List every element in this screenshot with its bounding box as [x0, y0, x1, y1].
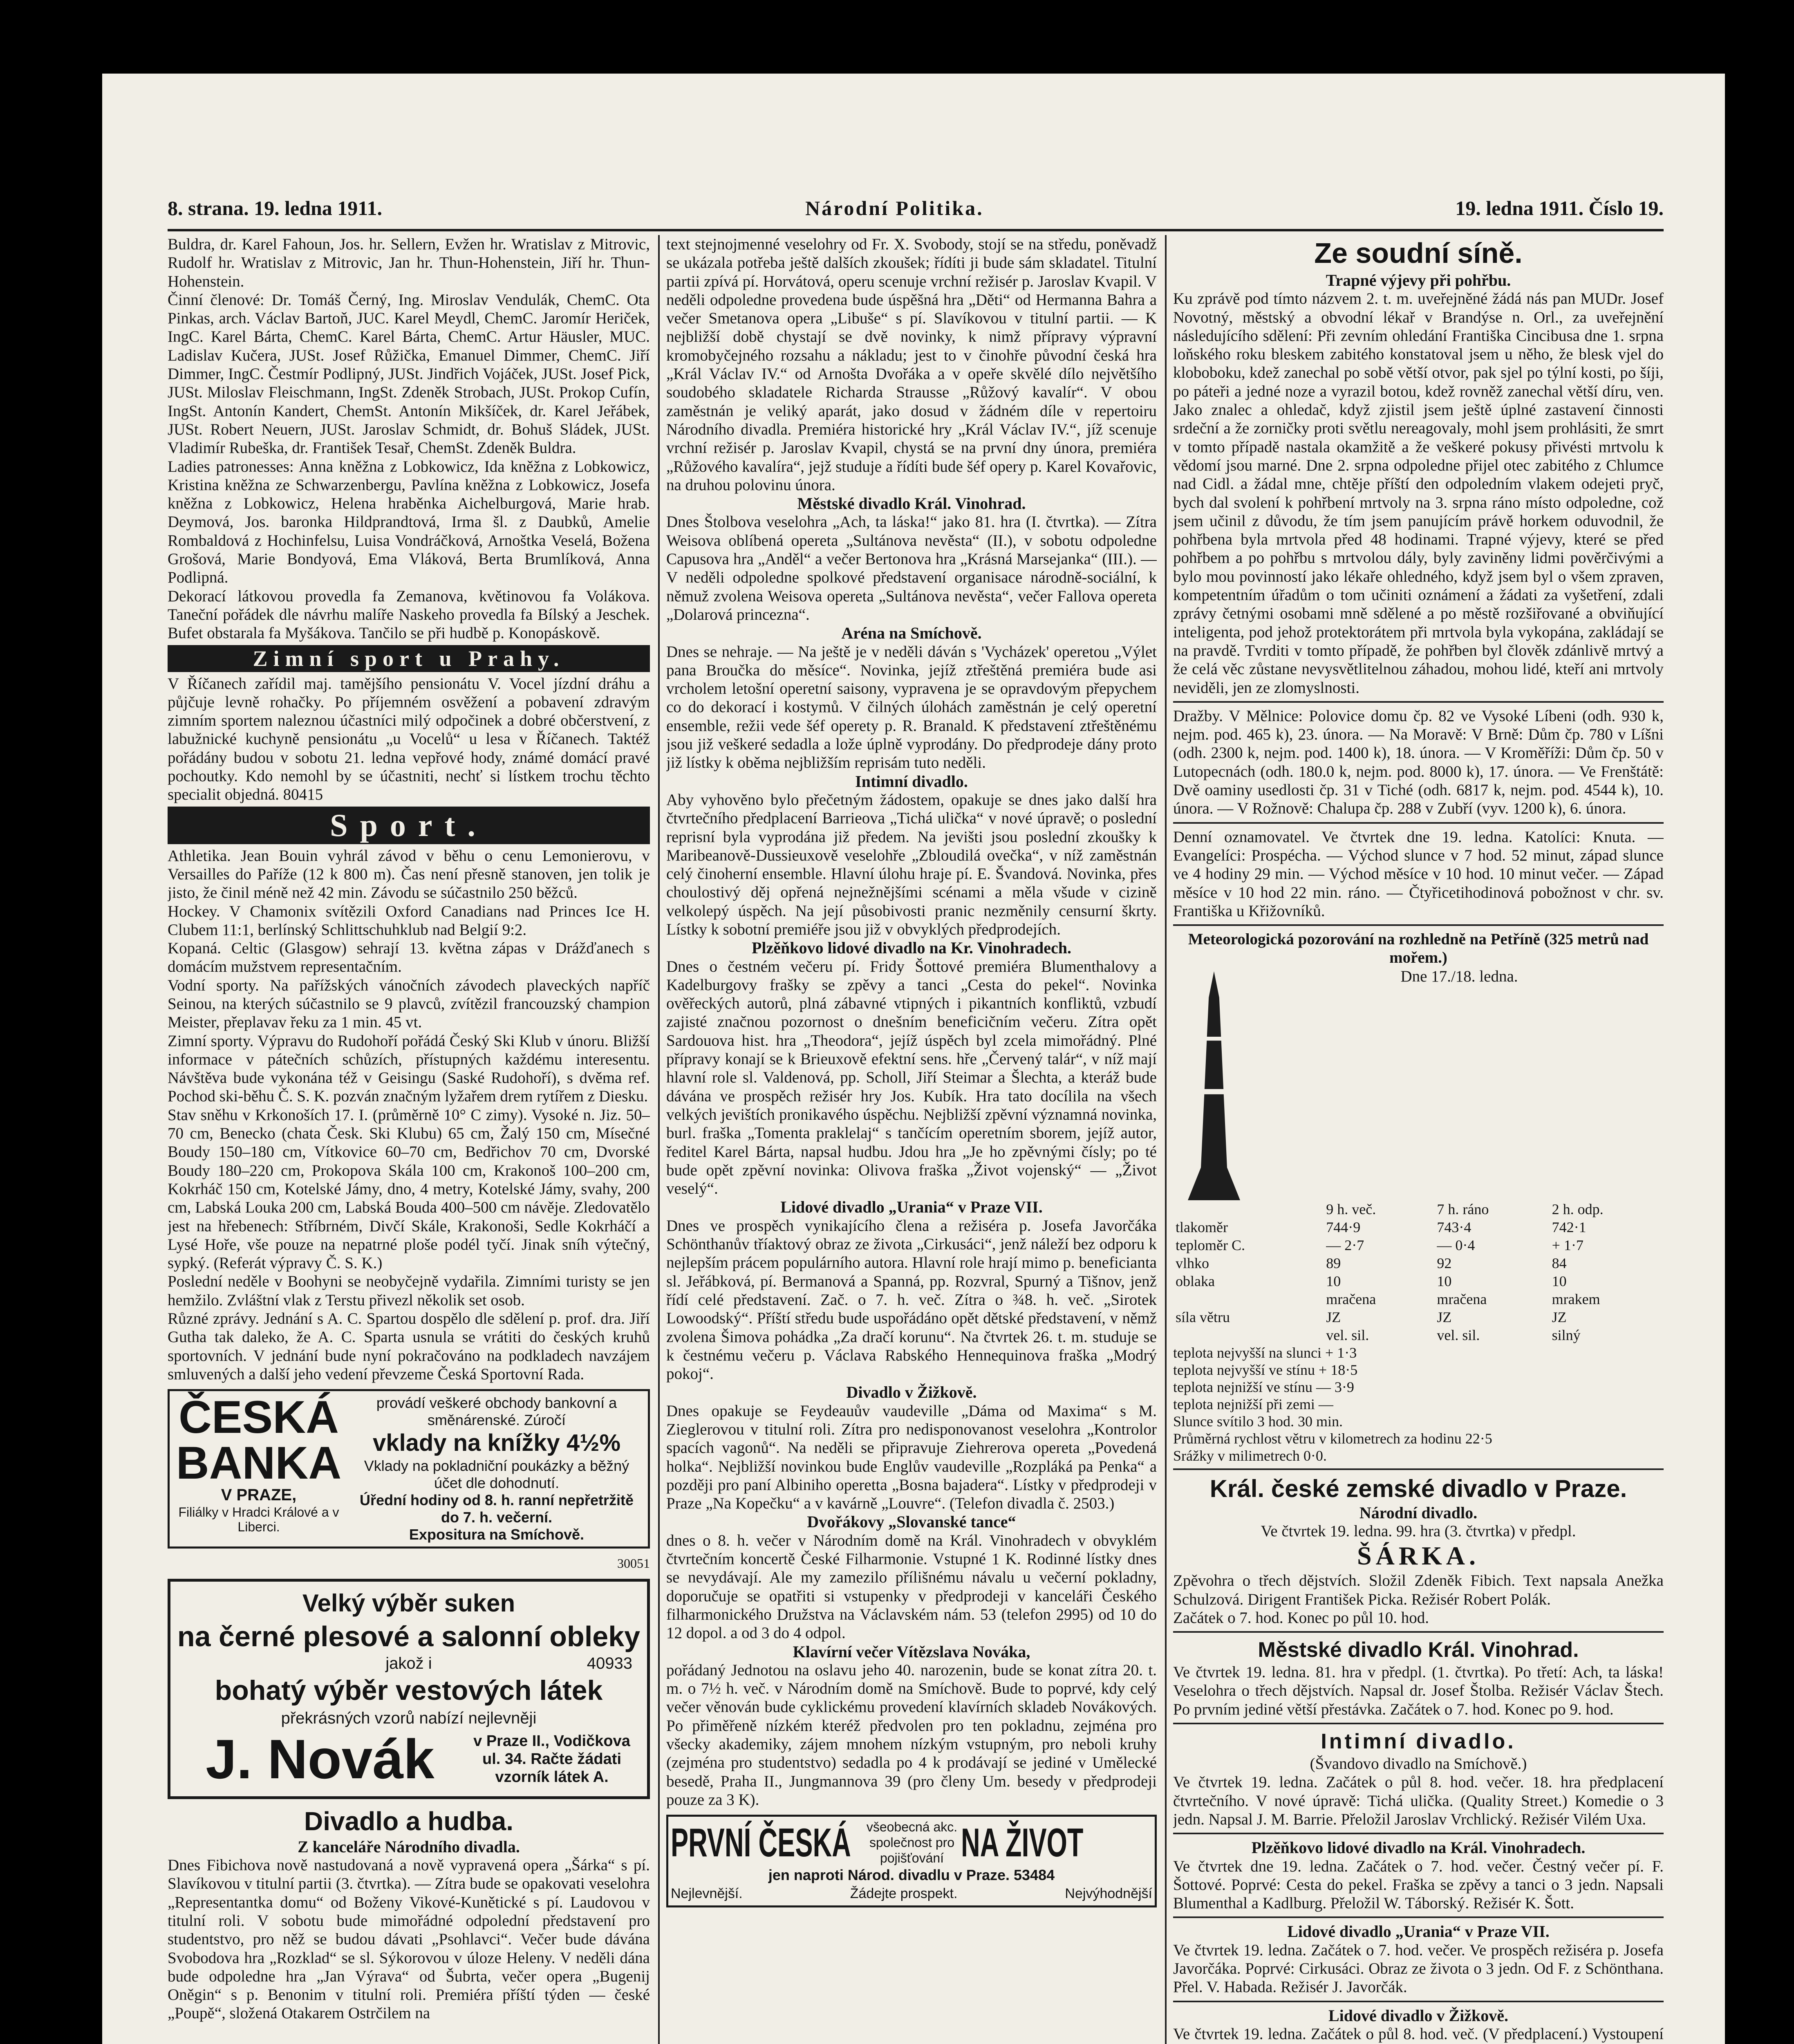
program-text: Ve čtvrtek 19. ledna. Začátek o půl 8. hod. več. (V předplacení.) Vystoupení	[1173, 2025, 1664, 2043]
ad-footer	[177, 1728, 641, 1790]
article-text: dnes o 8. h. večer v Národním domě na Král. Vinohradech v obvyklém čtvrtečním koncertě České Filharmonie. Vstupné 1 K. Rodinné lístky dnes se nevydávají. Ale my zamezilo přílišnému návalu u večerní pokladny, doporučuje se opatřiti si vstupenky v předprodeji v kanceláři Českého filharmonického Družstva na Václavském nám. 53 (telefon 2995) od 10 do 12 dopol. a od 3 do 4 odpol.	[666, 1531, 1157, 1642]
ad-text: Žádejte prospekt.	[850, 1885, 958, 1901]
ad-address: jen naproti Národ. divadlu v Praze.	[768, 1867, 1010, 1884]
theatre-heading: Městské divadlo Král. Vinohrad.	[1258, 1638, 1579, 1662]
bank-name: ČESKÁ	[178, 1392, 339, 1443]
insurance-name: PRVNÍ ČESKÁ	[671, 1820, 851, 1865]
weather-report	[1173, 967, 1664, 1464]
weather-line: teplota nejnižší ve stínu — 3·9	[1173, 1378, 1354, 1395]
section-heading: Divadlo a hudba.	[304, 1806, 514, 1836]
article-text: pořádaný Jednotou na oslavu jeho 40. narozenin, bude se konat zítra 20. t. m. o 7½ h. več. v Národním domě na Smíchově. Bude to poprvé, kdy celý večer věnován bude cyklickému provedení klavírních skladeb Novákových. Po přiměřeně nízkém kteréž předvolen pro ten pokladnu, zejména pro všecky akademiky, zájem mnohem nízkým vstupným, pro neboli kruhy (zejména pro studentstvo) sedadla po 4 k prodávají se jediné v Umělecké besedě, Praha II., Jungmannova 39 (pro členy Um. besedy v předprodeji pouze za 3 K).	[666, 1661, 1157, 1809]
bank-name: BANKA	[176, 1437, 342, 1489]
ad-number: 53484	[1014, 1867, 1055, 1884]
column-divider	[658, 235, 660, 2044]
newspaper-page	[102, 74, 1725, 2044]
ad-text	[671, 1866, 1152, 1884]
program-title: ŠÁRKA.	[1357, 1541, 1480, 1571]
weather-line: Srážky v milimetrech 0·0.	[1173, 1447, 1327, 1464]
subheading: Divadlo v Žižkově.	[846, 1383, 977, 1402]
weather-date: Dne 17./18. ledna.	[1400, 967, 1518, 985]
separator	[1173, 1723, 1664, 1724]
weather-row	[1173, 1326, 1664, 1344]
weather-title: Meteorologická pozorování na rozhledně na Petříně (325 metrů nad mořem.)	[1188, 930, 1649, 967]
weather-row	[1173, 1218, 1664, 1236]
weather-line: Slunce svítilo 3 hod. 30 min.	[1173, 1413, 1343, 1430]
separator	[1173, 1833, 1664, 1834]
ad-number: 40933	[587, 1654, 632, 1672]
weather-value: mrakem	[1552, 1291, 1600, 1307]
weather-value: — 0·4	[1437, 1237, 1475, 1253]
weather-row	[1173, 1236, 1664, 1254]
weather-value: 744·9	[1326, 1219, 1361, 1235]
subheading: Dvořákovy „Slovanské tance“	[807, 1513, 1016, 1531]
ad-headline: bohatý výběr vestových látek	[215, 1674, 603, 1706]
weather-value: 92	[1437, 1255, 1452, 1271]
section-heading: Sport.	[168, 807, 650, 844]
weather-extra	[1173, 1344, 1664, 1464]
weather-label: tlakoměr	[1176, 1219, 1228, 1235]
ad-row	[671, 1819, 1152, 1866]
program-text: Ve čtvrtek 19. ledna. Začátek o 7. hod. večer. Ve prospěch režiséra p. Josefa Javorčáka. Poprvé: Cirkusáci. Obraz ze života o 3 jedn. Od F. z Schönthana. Přel. V. Habada. Režisér J. Javorčák.	[1173, 1941, 1664, 1996]
weather-value: 10	[1552, 1273, 1567, 1289]
weather-label: vlhko	[1176, 1255, 1209, 1271]
weather-table	[1173, 1200, 1664, 1344]
merchant-address: v Praze II., Vodičkova ul. 34. Račte žádati vzorník látek A.	[473, 1732, 630, 1786]
bank-details	[345, 1394, 645, 1543]
weather-line: teplota nejvyšší ve stínu + 18·5	[1173, 1361, 1358, 1378]
article-text: Hockey. V Chamonix svítězili Oxford Canadians nad Princes Ice H. Clubem 11:1, berlínský Schlittschuhklub nad Belgií 9:2.	[168, 902, 650, 939]
header-left: 8. strana. 19. ledna 1911.	[168, 197, 383, 220]
weather-col: 7 h. ráno	[1437, 1201, 1489, 1217]
bank-text: Vklady na pokladniční poukázky a běžný účet dle dohodnutí.	[364, 1457, 629, 1492]
ad-number: 30051	[617, 1556, 650, 1571]
ad-text: Nejvýhodnější	[1065, 1885, 1152, 1901]
theatre-heading: Lidové divadlo v Žižkově.	[1328, 2006, 1509, 2025]
article-text: Dražby. V Mělnice: Polovice domu čp. 82 ve Vysoké Líbeni (odh. 930 k, nejm. pod. 465 k), 23. února. — Na Moravě: V Brně: Dům čp. 780 v Líšni (odh. 2300 k, nejm. pod. 1400 k), 18. února. — V Kroměříži: Dům čp. 50 v Lutopecnách (odh. 180.0 k, nejm. pod. 8000 k), 17. února. — Ve Frenštátě: Dvě oaminy usedlosti čp. 31 v Tiché (odh. 6817 k, nejm. pod. 4544 k), 10. února. — V Rožnově: Chalupa čp. 288 v Zubří (vyv. 1200 k), 6. února.	[1173, 707, 1664, 818]
ad-text: překrásných vzorů nabízí nejlevněji	[281, 1709, 537, 1727]
theatre-heading: Lidové divadlo „Urania“ v Praze VII.	[1287, 1922, 1550, 1941]
weather-value: JZ	[1552, 1309, 1567, 1325]
weather-value: 84	[1552, 1255, 1567, 1271]
bank-rate: vklady na knížky 4½%	[372, 1430, 621, 1457]
article-text: Stav sněhu v Krkonoších 17. I. (průměrně 10° C zimy). Vysoké n. Jiz. 50–70 cm, Benecko (chata Česk. Ski Klubu) 65 cm, Žalý 150 cm, Mísečné Boudy 150–180 cm, Vítkovice 60–70 cm, Bedřichov 70 cm, Dvorské Boudy 180–220 cm, Prokopova Skála 100 cm, Krakonoš 100–200 cm, Kokrháč 150 cm, Kotelské Jámy, dno, 4 metry, Kotelské Jámy, svahy, 200 cm, Labská Louka 200 cm, Labská Bouda 400–500 cm návěje. Zledovatělo jest na hřebenech: Stříbrném, Divčí Skále, Krakonoši, Sedle Kokrháčí a Lysé Hoře, vše pouze na nepatrné ploše podél tyčí. Jinak sníh výtečný, sypký. (Referát výpravy Č. S. K.)	[168, 1106, 650, 1272]
weather-value: JZ	[1326, 1309, 1341, 1325]
article-text: Ku zprávě pod tímto názvem 2. t. m. uveřejněné žádá nás pan MUDr. Josef Novotný, městský a obvodní lékař v Brandýse n. Orl., za uveřejnění následujícího sdělení: Při zevním ohledání Františka Cincibusa dne 1. srpna loňského roku bleskem zabitého konstatoval jsem u něho, že blesk vjel do kloboboku, kdež zanechal po sobě větší otvor, pak sjel po týlní kosti, po šíji, po páteři a jedné noze a vyrazil botou, kdež rovněž zanechal větší díru, ven. Jako znalec a ohledač, když zjistil jsem ještě úplné zastavení činnosti srdeční a že zorničky proti světlu nereagovaly, mohl jsem prohlásiti, že smrt v tomto případě nastala okamžitě a že veškeré pokusy přivésti mrtvolu k vědomí jsou marné. Dne 2. srpna odpoledne přijel otec zabitého z Chlumce nad Cidl. a žádal mne, chtěje příští den odpoledním vlakem odejeti pryč, bych dal svolení k pohřbení mrtvoly na 3. srpna ráno místo odpoledne, což jsem učinil z důvodu, že tím jsem panujícím právě horkem oduvodnil, že pohřbena byla mrtvola před 48 hodinami. Trapné výjevy, které se před pohřbem a po pohřbu s mrtvolou dály, byly zaviněny lidmi pověrčivými a bylo mou povinností jako lékaře ohledného, když jsem byl o všem zpraven, kompetentním úřadům o tom učiniti oznámení a žádati za vyšetření, zdali zprávy četnými osobami mně sdělené a po městě rozšiřované a obviňující inteligenta, pod jehož protektorátem při mrtvola byla vykopána, zakládají se na pravdě. Tvrditi v tomto případě, že pohřben byl člověk zdánlivě mrtvý a že celá věc zůstane nevysvětlitelnou záhadou, mohou lidé, kteří ani mrtvoly neviděli, jen ze zlomyslnosti.	[1173, 290, 1664, 697]
program-text: Ve čtvrtek 19. ledna. Začátek o půl 8. hod. večer. 18. hra předplacení čtvrtečního. V nové úpravě: Tichá ulička. (Quality Street.) Komedie o 3 jedn. Napsal J. M. Barrie. Přeložil Jaroslav Vrchlický. Režisér Vilém Uxa.	[1173, 1773, 1664, 1828]
weather-value: — 2·7	[1326, 1237, 1364, 1253]
theatre-heading: Intimní divadlo.	[1321, 1730, 1516, 1754]
theatre-heading: Král. české zemské divadlo v Praze.	[1209, 1475, 1627, 1502]
column-3	[1173, 235, 1664, 2044]
theatre-heading: Plzěňkovo lidové divadlo na Král. Vinohradech.	[1251, 1838, 1586, 1857]
ad-row	[671, 1885, 1152, 1903]
weather-value: 743·4	[1437, 1219, 1471, 1235]
weather-value: vel. sil.	[1326, 1327, 1369, 1343]
article-text: Dnes Fibichova nově nastudovaná a nově vypravená opera „Šárka“ s pí. Slavíkovou v titulní partii (3. čtvrtka). — Zítra bude se opakovati veselohra „Representantka domu“ od Boženy Vikové-Kunětické s pí. Laudovou v titulní roli. V sobotu bude mimořádné odpolední představení pro studentstvo, pro něž se budou dávati „Psohlavci“. Večer bude dávána Svobodova hra „Rozklad“ se sl. Sýkorovou v úloze Heleny. V neděli dána bude odpoledne hra „Jan Výrava“ od Šubrta, večer opera „Bugenij Oněgin“ s p. Benonim v titulní roli. Premiéra příští týden — české „Poupě“, složená Otakarem Ostrčilem na	[168, 1856, 650, 2022]
article-text: Dnes o čestném večeru pí. Fridy Šottové premiéra Blumenthalovy a Kadelburgovy frašky se zpěvy a tanci „Cesta do pekel“. Novinka ověřeckých autorů, plná zábavné vtipných i pikantních konfliktů, vzbudí zajisté značnou pozornost o dnešním beneficičním večeru. Zítra opět Sardouova hist. hra „Theodora“, jejíž úspěch byl zcela mimořádný. Plné přípravy konají se k Brieuxově efektní sens. hře „Červený talár“, v níž mají hlavní role sl. Valdenová, pp. Scholl, Jiří Steimar a Šlechta, a kteráž bude dávána ve prospěch režisér hry Jos. Kubík. Hra tato docílila na všech velkých jevištích pronikavého úspěchu. Nejbližší zpěvní významná novinka, burl. fraška „Tomenta praklelaj“ s tančícím operetním sborem, jejíž autor, ředitel Karel Bárta, napsal hudbu. Jdou hra „Je ho zpěvnými čísly; po té bude opět zpěvní novinka: Olivova fraška „Život vojenský“ — „Život veselý“.	[666, 957, 1157, 1198]
page-header	[168, 196, 1664, 229]
bank-city: V PRAZE,	[221, 1486, 297, 1504]
weather-col: 2 h. odp.	[1552, 1201, 1604, 1217]
weather-value: silný	[1552, 1327, 1581, 1343]
merchant-name: J. Novák	[206, 1728, 435, 1790]
article-text: Dnes Štolbova veselohra „Ach, ta láska!“ jako 81. hra (I. čtvrtka). — Zítra Weisova oblíbená opereta „Sultánova nevěsta“ (II.), v sobotu odpoledne Capusova hra „Anděl“ a večer Bertonova hra „Krásná Marsejanka“ (III.). — V neděli odpoledne spolkové představení organisace národně-sociální, k němuž zvolena Weisova opereta „Sultánova nevěsta“, večer Fallova opereta „Dolarová princezna“.	[666, 513, 1157, 623]
weather-line: teplota nejvyšší na slunci + 1·3	[1173, 1344, 1357, 1361]
weather-col: 9 h. več.	[1326, 1201, 1376, 1217]
article-text: Ladies patronesses: Anna kněžna z Lobkowicz, Ida kněžna z Lobkowicz, Kristina kněžna ze Schwarzenbergu, Pavlína kněžna z Lobkowicz, Josefa kněžna z Lobkowicz, Helena hraběnka Aichelburgová, Marie hrab. Deymová, Jos. baronka Hildprandtová, Irma šl. z Daubků, Amelie Rombaldová z Hochinfelsu, Luisa Vondráčková, Arnoštka Veselá, Božena Grošová, Marie Bondyová, Ema Vláková, Berta Brumlíková, Anna Podlipná.	[168, 457, 650, 587]
weather-value: 742·1	[1552, 1219, 1586, 1235]
article-text: Poslední neděle v Boohyni se neobyčejně vydařila. Zimními turisty se jen hemžilo. Zvláštní vlak z Terstu přivezl několik set osob.	[168, 1273, 650, 1309]
weather-value: mračena	[1326, 1291, 1376, 1307]
separator	[1173, 822, 1664, 824]
column-2	[666, 235, 1157, 2044]
bank-hours: Úřední hodiny od 8. h. ranní nepřetržitě do 7. h. večerní.	[359, 1492, 634, 1526]
header-rule	[168, 229, 1664, 231]
subheading: Intimní divadlo.	[855, 772, 968, 791]
subheading: Trapné výjevy při pohřbu.	[1326, 271, 1511, 289]
weather-value: 89	[1326, 1255, 1341, 1271]
ad-text: Velký výběr suken	[302, 1589, 515, 1617]
separator	[1173, 1468, 1664, 1470]
program-text: Zpěvohra o třech dějstvích. Složil Zdeněk Fibich. Text napsala Anežka Schulzová. Dirigent František Picka. Režisér Robert Polák.	[1173, 1572, 1664, 1608]
weather-label: teploměr C.	[1176, 1237, 1245, 1253]
ad-headline: na černé plesové a salonní obleky	[177, 1620, 641, 1652]
weather-value: JZ	[1437, 1309, 1452, 1325]
program-text: Ve čtvrtek 19. ledna. 99. hra (3. čtvrtka) v předpl.	[1261, 1522, 1576, 1540]
column-1	[168, 235, 650, 2044]
ad-text: Nejlevnější.	[671, 1885, 743, 1901]
program-text: Začátek o 7. hod. Konec po půl 10. hod.	[1173, 1609, 1429, 1627]
weather-line: teplota nejnižší při zemi —	[1173, 1396, 1333, 1412]
insurance-advertisement	[666, 1815, 1157, 1907]
subheading: Lidové divadlo „Urania“ v Praze VII.	[780, 1198, 1043, 1217]
article-text: text stejnojmenné veselohry od Fr. X. Svobody, stojí se na středu, poněvadž se ukázala potřeba ještě dalších zkoušek; řídíti ji bude sám skladatel. Titulní partii zpívá pí. Horvátová, operu scenuje vrchní režisér p. Jaroslav Kvapil. V neděli odpoledne provedena bude úspěšná hra „Děti“ od Hermanna Bahra a večer Smetanova opera „Libuše“ s pí. Slavíkovou v titulní partii. — K nejbližší době chystají se dvě novinky, k nimž přípravy výpravní kromobyčejného rozsahu a nákladu; jest to v činohře původní česká hra „Král Václav IV.“ od Arnošta Dvořáka a v opeře skvělé dílo největšího soudobého skladatele Richarda Strausse „Růžový kavalír“. V obou zaměstnán je veliký aparát, jako dosud v žádném díle v repertoiru Národního divadla. Premiéra historické hry „Král Václav IV.“, jíž scenuje vrchní režisér p. Jaroslav Kvapil, chystá se na první dny února, premiéra „Růžového kavalíra“, jejž studuje a řídíti bude šéf opery p. Karel Kovařovic, na druhou polovinu února.	[666, 235, 1157, 494]
article-text: Kopaná. Celtic (Glasgow) sehrají 13. května zápas v Drážďanech s domácím mužstvem representačním.	[168, 939, 650, 976]
insurance-name: NA ŽIVOT	[961, 1820, 1084, 1865]
weather-row	[1173, 1308, 1664, 1326]
separator	[1173, 2001, 1664, 2002]
ad-text: všeobecná akc. společnost pro pojišťování	[866, 1820, 958, 1866]
article-text: Různé zprávy. Jednání s A. C. Spartou dospělo dle sdělení p. prof. dra. Jiří Gutha tak daleko, že A. C. Sparta usnula se vrátiti do českých kruhů sportovních. V jednání bude nyní pokračováno na podkladech navzájem smluvených a další jeho vedení převzeme Česká Sportovní Rada.	[168, 1310, 650, 1383]
program-text: Ve čtvrtek 19. ledna. 81. hra v předpl. (1. čtvrtka). Po třetí: Ach, ta láska! Veselohra o třech dějstvích. Napsal dr. Josef Štolba. Režisér Václav Štech. Po prvním jediné větší přestávka. Začátek o 7. hod. Konec po 9. hod.	[1173, 1663, 1664, 1718]
article-text: Dekorací látkovou provedla fa Zemanova, květinovou fa Volákova. Taneční pořádek dle návrhu malíře Naskeho provedla fa Bílský a Jeschek. Bufet obstarala fa Myšákova. Tančilo se při hudbě p. Konopáskově.	[168, 587, 650, 642]
article-text: Zimní sporty. Výpravu do Rudohoří pořádá Český Ski Klub v únoru. Bližší informace v pátečních schůzích, přístupných každému interesentu. Návštěva bude vykonána též v Geisingu (Saské Rudohoří), s dvěma ref. Pochod ski-běhu Č. S. K. pozván značným lyžařem drem rytířem z Diesku.	[168, 1032, 650, 1105]
article-text: Dnes se nehraje. — Na ještě je v neděli dáván s 'Vycházek' operetou „Výlet pana Broučka do měsíce“. Novinka, jejíž ztřeštěná premiéra bude asi vrcholem letošní operetní saisony, vypravena je se opravdovým přepychem co do dekorací i kostymů. V čilných úlohách zaměstnán je celý operetní ensemble, režii vede šéf operety p. R. Branald. K představení ztřeštěnému jsou již veškeré sedadla a lože úplně vyprodány. Do předprodeje dány proto již lístky k oběma nejbližším reprisám tuto neděli.	[666, 643, 1157, 772]
weather-label	[1173, 1290, 1324, 1308]
bank-logo	[173, 1394, 345, 1543]
section-heading: Zimní sport u Prahy.	[168, 645, 650, 672]
article-text: V Říčanech zařídil maj. tamějšího pensionátu V. Vocel jízdní dráhu a půjčuje levně rohačky. Po příjemném osvěžení a pobavení zdravým zimním sportem naleznou účastníci milý odpočinek a dobré občerstvení, z labužnické kuchyně pensionátu „u Vocelů“ u lesa v Říčanech. Taktéž pořádány budou v sobotu 21. ledna vepřové hody, známé domácí pravé pochoutky. Kdo nemohl by se účastniti, nechť si lístkem trochu těchto specialit objedná. 80415	[168, 675, 650, 804]
weather-label	[1173, 1326, 1324, 1344]
header-right: 19. ledna 1911. Číslo 19.	[1455, 197, 1664, 220]
separator	[1173, 1916, 1664, 1918]
weather-label: síla větru	[1176, 1309, 1230, 1325]
weather-value: vel. sil.	[1437, 1327, 1480, 1343]
subheading: (Švandovo divadlo na Smíchově.)	[1310, 1755, 1527, 1773]
weather-value: 10	[1437, 1273, 1452, 1289]
article-text: Buldra, dr. Karel Fahoun, Jos. hr. Sellern, Evžen hr. Wratislav z Mitrovic, Rudolf hr. Wratislav z Mitrovic, Jan hr. Thun-Hohenstein, Jiří hr. Thun-Hohenstein.	[168, 235, 650, 290]
petrin-tower-icon	[1181, 971, 1247, 1200]
article-text: Činní členové: Dr. Tomáš Černý, Ing. Miroslav Vendulák, ChemC. Ota Pinkas, arch. Václav Bartoň, JUC. Karel Meydl, ChemC. Jaromír Heriček, IngC. Karel Bárta, ChemC. Karel Bárta, ChemC. Artur Häusler, MUC. Ladislav Kučera, JUSt. Josef Růžička, Emanuel Dimmer, ChemC. Jiří Dimmer, IngC. Čestmír Podlipný, JUSt. Jindřich Vojáček, JUSt. Josef Pick, JUSt. Miloslav Fleischmann, IngSt. Zdeněk Strobach, JUSt. Prokop Cufín, IngSt. Antonín Kandert, ChemSt. Antonín Mikšíček, dr. Karel Jeřábek, JUSt. Robert Neuern, JUSt. Jaroslav Schmidt, dr. Bohuš Sládek, JUSt. Vladimír Rubeška, dr. František Tesař, ChemSt. Zdeněk Buldra.	[168, 291, 650, 457]
weather-value: 10	[1326, 1273, 1341, 1289]
article-text: Vodní sporty. Na pařížských vánočních závodech plaveckých napříč Seinou, na kterých súčastnilo se 9 plavců, zvítězil francouzský champion Meister, přeplavav řeku za 1 min. 45 vt.	[168, 976, 650, 1031]
novak-advertisement	[168, 1579, 650, 1799]
weather-line: Průměrná rychlost větru v kilometrech za hodinu 22·5	[1173, 1430, 1492, 1447]
weather-row	[1173, 1290, 1664, 1308]
ad-text: jakož i	[385, 1654, 432, 1672]
subheading: Plzěňkovo lidové divadlo na Kr. Vinohradech.	[752, 939, 1071, 957]
subheading: Městské divadlo Král. Vinohrad.	[797, 494, 1026, 513]
ad-text	[177, 1654, 641, 1673]
section-heading: Ze soudní síně.	[1314, 237, 1523, 269]
subheading: Z kanceláře Národního divadla.	[298, 1837, 520, 1856]
article-text: Denní oznamovatel. Ve čtvrtek dne 19. ledna. Katolíci: Knuta. — Evangelíci: Prospécha. — Východ slunce v 7 hod. 52 minut, západ slunce ve 4 hodiny 29 min. — Východ měsíce v 10 hod. 10 minut večer. — Západ měsíce v 10 hod 22 min. ráno. — Čtyřicetihodinová pobožnost v chr. sv. Františka u Křižovníků.	[1173, 828, 1664, 920]
program-text: Ve čtvrtek dne 19. ledna. Začátek o 7. hod. večer. Čestný večer pí. F. Šottové. Poprvé: Cesta do pekel. Fraška se zpěvy a tanci o 3 jedn. Napsali Blumenthal a Kadlburg. Přeložil W. Táborský. Režisér K. Šott.	[1173, 1857, 1664, 1912]
bank-advertisement	[168, 1389, 650, 1549]
weather-row	[1173, 1254, 1664, 1272]
subheading: Národní divadlo.	[1359, 1503, 1478, 1522]
bank-branches: Filiálky v Hradci Králové a v Liberci.	[178, 1504, 339, 1534]
masthead: Národní Politika.	[805, 197, 984, 220]
weather-row	[1173, 1272, 1664, 1290]
bank-branch: Expositura na Smíchově.	[409, 1526, 585, 1543]
article-text: Dnes opakuje se Feydeauův vaudeville „Dáma od Maxima“ s M. Zieglerovou v titulní roli. Zítra pro nedisponovanost veselohra „Kontrolor spacích vagonů“. Na neděli se připravuje Ziehrerova opereta „Povedená holka“. Nejbližší novinkou bude Englův vaudeville „Rozpláká pa Penka“ a později pro paní Albiniho operetta „Bosna bajadera“. Lístky v předprodeji v Praze „Na Kopečku“ a v kavárně „Louvre“. (Telefon divadla č. 2503.)	[666, 1402, 1157, 1513]
bank-text: provádí veškeré obchody bankovní a směnárenské. Zúročí	[376, 1394, 617, 1429]
separator	[1173, 1631, 1664, 1633]
separator	[1173, 701, 1664, 703]
column-divider	[1165, 235, 1167, 2044]
article-text: Athletika. Jean Bouin vyhrál závod v běhu o cenu Lemonierovu, v Versailles do Paříže (12 k 800 m). Čas není přesně stanoven, jen tolik je jisto, že činil méně než 42 min. Závodu se súčastnilo 250 běžců.	[168, 847, 650, 902]
article-text: Aby vyhověno bylo přečetným žádostem, opakuje se dnes jako další hra čtvrtečního předplacení Barrieova „Tichá ulička“ v nové úpravě; o poslední reprisní byla vyprodána již předem. Na jevišti jsou poslední zkoušky k Maribeanově-Dussieuxově veselohře „Zbloudilá ovečka“, v níž zaměstnán celý činoherní ensemble. Hlavní úlohu hraje pí. E. Švandová. Novinka, přes choulostivý děj opřená nejnežnějšími scénami a měla všude v cizině velkolepý úspěch. Na její působivosti pranic nezměnily censurní škrty. Lístky k sobotní premiéře jsou již v obvyklých předprodejích.	[666, 791, 1157, 938]
article-text: Dnes ve prospěch vynikajícího člena a režiséra p. Josefa Javorčáka Schönthanův tříaktový obraz ze života „Cirkusáci“, jenž náleží bez odporu k nejlepším prácem populárního autora. Hlavní role hrají mimo p. beneficianta sl. Jeřábková, pí. Bermanová a Spanná, pp. Rozvral, Spurný a Tišnov, jenž řídí celé představení. Zač. o 7. h. več. Zítra o ¾8. h. več. „Sirotek Lowoodský“. Příští středu bude uspořádáno opět dětské představení, v němž zvolena Šimova pohádka „Za dračí korunu“. Na čtvrtek 26. t. m. studuje se k čestnému večeru p. Václava Rabského Hennequinova fraška „Modrý pokoj“.	[666, 1217, 1157, 1383]
subheading: Aréna na Smíchově.	[841, 624, 982, 643]
weather-value: + 1·7	[1552, 1237, 1583, 1253]
weather-header-row	[1173, 1200, 1664, 1218]
weather-value: mračena	[1437, 1291, 1487, 1307]
weather-label: oblaka	[1176, 1273, 1215, 1289]
separator	[1173, 924, 1664, 926]
subheading: Klavírní večer Vítězslava Nováka,	[793, 1642, 1030, 1661]
